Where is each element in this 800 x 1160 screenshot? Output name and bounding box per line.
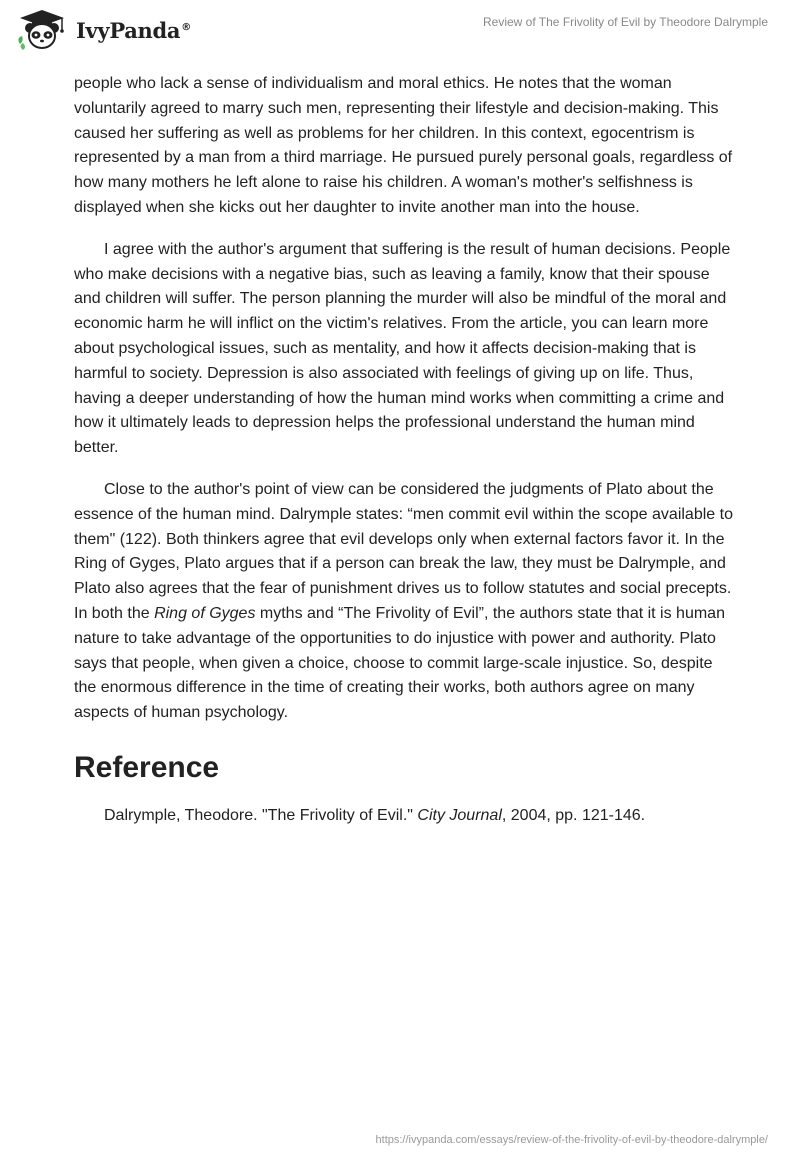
document-title: Review of The Frivolity of Evil by Theodore Dalrymple — [483, 15, 768, 29]
paragraph-1: people who lack a sense of individualism and moral ethics. He notes that the woman voluntarily agreed to marry such men, representing their lifestyle and decision-making. This caused her suffering as well as problems for her children. In this context, egocentrism is represented by a man from a third marriage. He pursued purely personal goals, regardless of how many mothers he left alone to raise his children. A woman's mother's selfishness is displayed when she kicks out her daughter to invite another man into the house. — [74, 75, 733, 216]
journal-title: City Journal — [417, 806, 502, 824]
ivypanda-logo[interactable] — [14, 8, 191, 52]
brand-name: IvyPanda® — [76, 17, 191, 43]
reference-heading: Reference — [74, 750, 220, 784]
italic-title: Ring of Gyges — [154, 604, 256, 622]
paragraph-3: Close to the author's point of view can be considered the judgments of Plato about the essence of the human mind. Dalrymple states: “men commit evil within the scope available to them" (122). Both thinkers agree that evil develops only when external factors favor it. In the Ring of Gyges, Plato argues that if a person can break the law, they must be Dalrymple, and Plato also agrees that the fear of punishment drives us to follow statutes and social precepts. In both the Ring of Gyges myths and “The Frivolity of Evil”, the authors state that it is human nature to take advantage of the opportunities to do injustice with power and authority. Plato says that people, when given a choice, choose to commit large-scale injustice. So, despite the enormous difference in the time of creating their works, both authors agree on many aspects of human psychology. — [74, 480, 733, 722]
panda-graduate-icon — [14, 8, 70, 52]
source-url[interactable]: https://ivypanda.com/essays/review-of-the-frivolity-of-evil-by-theodore-dalrymple/ — [375, 1134, 768, 1146]
page-header — [0, 0, 800, 70]
essay-body — [74, 72, 734, 828]
reference-entry: Dalrymple, Theodore. "The Frivolity of Evil." City Journal, 2004, pp. 121-146. — [104, 806, 646, 824]
paragraph-2: I agree with the author's argument that suffering is the result of human decisions. People who make decisions with a negative bias, such as leaving a family, know that their spouse and children will suffer. The person planning the murder will also be mindful of the moral and economic harm he will inflict on the victim's relatives. From the article, you can learn more about psychological issues, such as mentality, and how it affects decision-making that is harmful to society. Depression is also associated with feelings of giving up on life. Thus, having a deeper understanding of how the human mind works when committing a crime and how it ultimately leads to depression helps the professional understand the human mind better. — [74, 240, 731, 457]
